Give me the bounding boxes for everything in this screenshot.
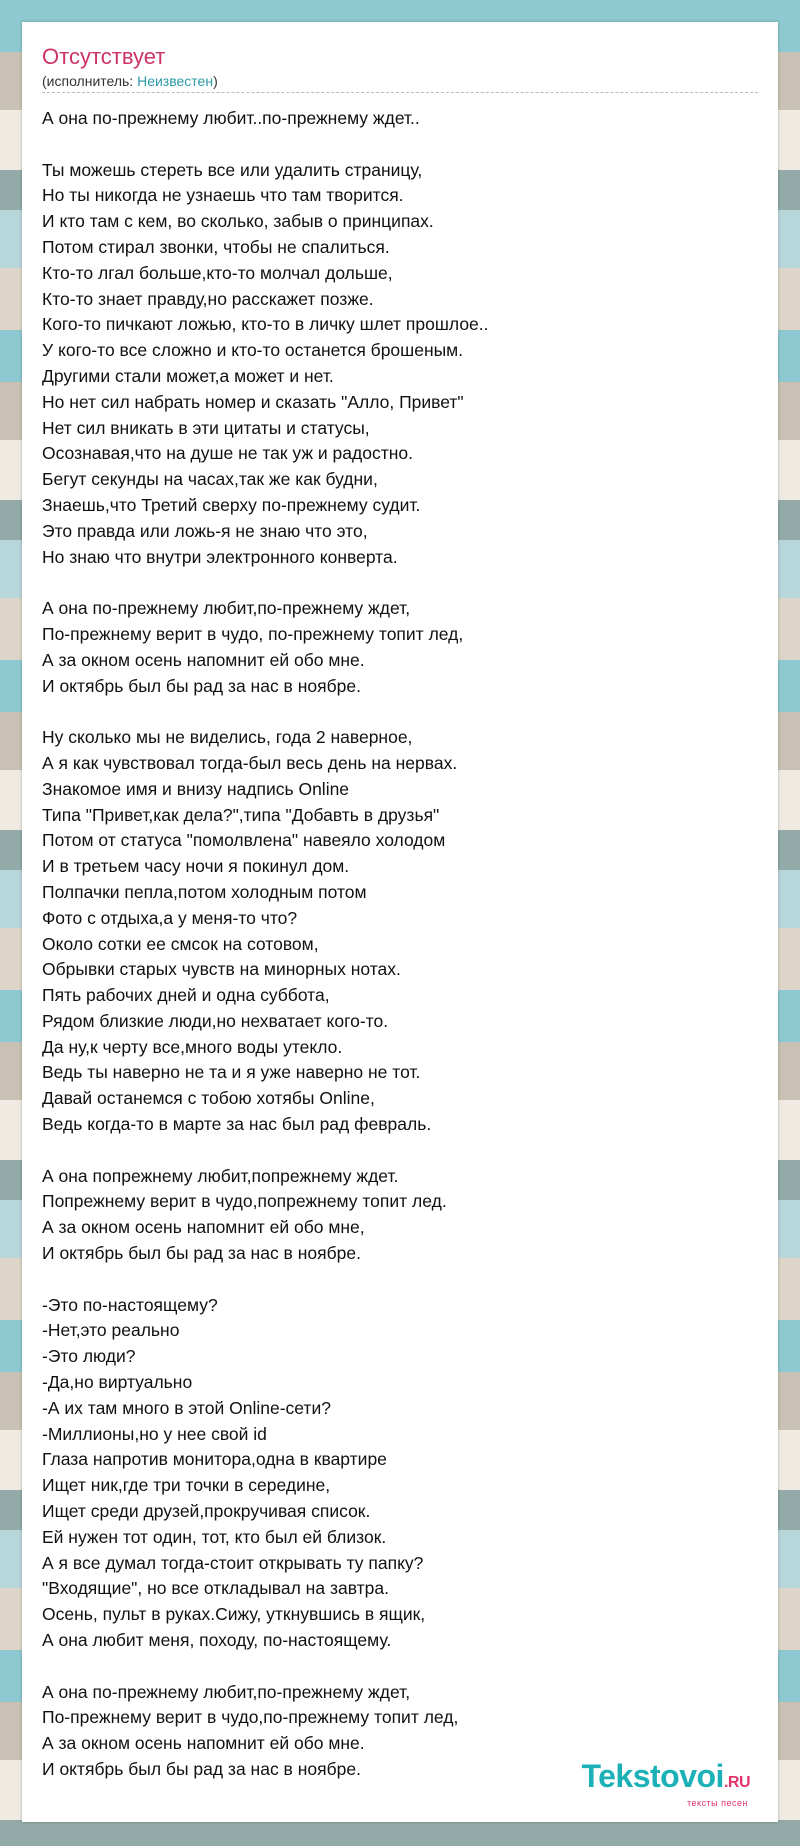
logo-tld: .RU xyxy=(723,1774,750,1791)
logo-wordmark xyxy=(581,1759,750,1800)
logo-name: Tekstovoi xyxy=(581,1758,724,1794)
artist-link[interactable]: Неизвестен xyxy=(137,73,214,89)
logo-tagline: тексты песен xyxy=(686,1798,748,1808)
song-title: Отсутствует xyxy=(42,44,166,69)
content-card xyxy=(22,22,778,1822)
artist-line xyxy=(42,72,218,90)
title-divider xyxy=(42,92,758,93)
artist-suffix: ) xyxy=(213,73,218,89)
site-logo[interactable] xyxy=(581,1759,750,1808)
artist-prefix: (исполнитель: xyxy=(42,73,138,89)
lyrics-text: А она по-прежнему любит..по-прежнему ждет.. Ты можешь стереть все или удалить страницу, Но ты никогда не узнаешь что там творится. И кто там с кем, во сколько, забыв о принципах. Потом стирал звонки, чтобы не спалиться. Кто-то лгал больше,кто-то молчал дольше, Кто-то знает правду,но расскажет позже. Кого-то пичкают ложью, кто-то в личку шлет прошлое.. У кого-то все сложно и кто-то останется брошеным. Другими стали может,а может и нет. Но нет сил набрать номер и сказать "Алло, Привет" Нет сил вникать в эти цитаты и статусы, Осознавая,что на душе не так уж и радостно. Бегут секунды на часах,так же как будни, Знаешь,что Третий сверху по-прежнему судит. Это правда или ложь-я не знаю что это, Но знаю что внутри электронного конверта. А она по-прежнему любит,по-прежнему ждет, По-прежнему верит в чудо, по-прежнему топит лед, А за окном осень напомнит ей обо мне. И октябрь был бы рад за нас в ноябре. Ну сколько мы не виделись, года 2 наверное, А я как чувствовал тогда-был весь день на нервах. Знакомое имя и внизу надпись Online Типа "Привет,как дела?",типа "Добавть в друзья" Потом от статуса "помолвлена" навеяло холодом И в третьем часу ночи я покинул дом. Полпачки пепла,потом холодным потом Фото с отдыха,а у меня-то что? Около сотки ее смсок на сотовом, Обрывки старых чувств на минорных нотах. Пять рабочих дней и одна суббота, Рядом близкие люди,но нехватает кого-то. Да ну,к черту все,много воды утекло. Ведь ты наверно не та и я уже наверно не тот. Давай останемся с тобою хотябы Online, Ведь когда-то в марте за нас был рад февраль. А она попрежнему любит,попрежнему ждет. Попрежнему верит в чудо,попрежнему топит лед. А за окном осень напомнит ей обо мне, И октябрь был бы рад за нас в ноябре. -Это по-настоящему? -Нет,это реально -Это люди? -Да,но виртуально -А их там много в этой Online-сети? -Миллионы,но у нее свой id Глаза напротив монитора,одна в квартире Ищет ник,где три точки в середине, Ищет среди друзей,прокручивая список. Ей нужен тот один, тот, кто был ей близок. А я все думал тогда-стоит открывать ту папку? "Входящие", но все откладывал на завтра. Осень, пульт в руках.Сижу, уткнувшись в ящик, А она любит меня, походу, по-настоящему. А она по-прежнему любит,по-прежнему ждет, По-прежнему верит в чудо,по-прежнему топит лед, А за окном осень напомнит ей обо мне. И октябрь был бы рад за нас в ноябре. xyxy=(42,108,489,1779)
